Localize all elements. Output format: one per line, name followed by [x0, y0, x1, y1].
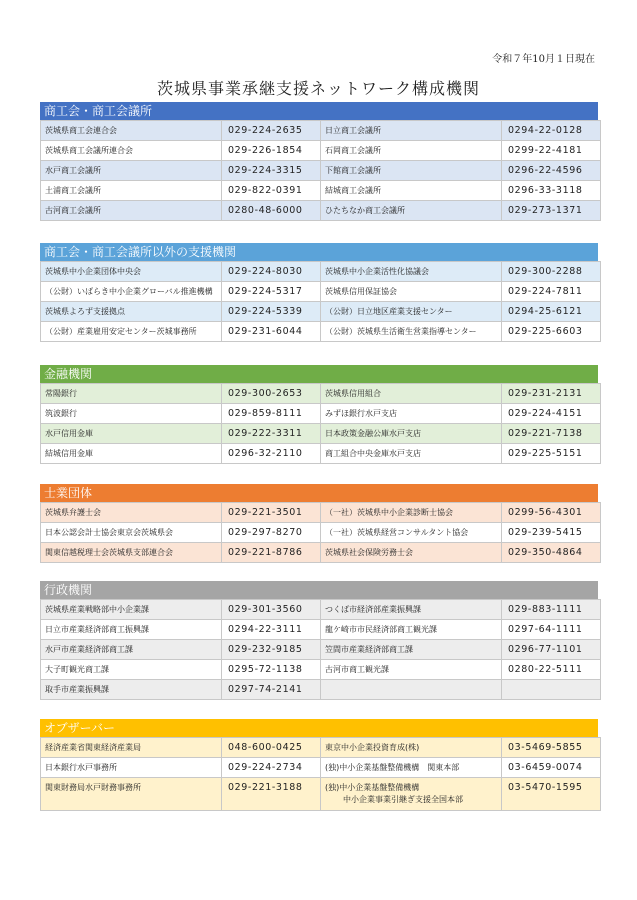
phone-number — [502, 680, 601, 700]
organization-name: 日立市産業経済部商工振興課 — [41, 620, 222, 640]
section-header: オブザーバー — [40, 719, 598, 737]
table-row — [41, 262, 601, 282]
section — [40, 102, 598, 221]
organization-name: 日立商工会議所 — [321, 121, 502, 141]
organization-name: 大子町観光商工課 — [41, 660, 222, 680]
phone-number: 03-5469-5855 — [502, 738, 601, 758]
table-row — [41, 680, 601, 700]
organization-name: 古河市商工観光課 — [321, 660, 502, 680]
phone-number: 029-300-2288 — [502, 262, 601, 282]
table-row — [41, 660, 601, 680]
organization-name: 商工組合中央金庫水戸支店 — [321, 444, 502, 464]
organization-name: 茨城県信用組合 — [321, 384, 502, 404]
section-header: 商工会・商工会議所 — [40, 102, 598, 120]
organization-name: 茨城県社会保険労務士会 — [321, 543, 502, 563]
phone-number: 029-300-2653 — [222, 384, 321, 404]
contact-table — [40, 383, 601, 464]
as-of-date: 令和７年10月１日現在 — [492, 54, 595, 65]
contact-table — [40, 599, 601, 700]
phone-number: 0296-33-3118 — [502, 181, 601, 201]
phone-number: 029-225-6603 — [502, 322, 601, 342]
table-row — [41, 181, 601, 201]
phone-number: 048-600-0425 — [222, 738, 321, 758]
table-row — [41, 404, 601, 424]
table-row — [41, 302, 601, 322]
contact-table — [40, 737, 601, 811]
contact-table — [40, 261, 601, 342]
organization-name: 茨城県弁護士会 — [41, 503, 222, 523]
organization-name: 土浦商工会議所 — [41, 181, 222, 201]
organization-name — [321, 680, 502, 700]
contact-table — [40, 502, 601, 563]
phone-number: 029-822-0391 — [222, 181, 321, 201]
phone-number: 029-859-8111 — [222, 404, 321, 424]
organization-name: ひたちなか商工会議所 — [321, 201, 502, 221]
organization-name: （公財）産業雇用安定センター茨城事務所 — [41, 322, 222, 342]
phone-number: 0297-64-1111 — [502, 620, 601, 640]
organization-name: 茨城県中小企業団体中央会 — [41, 262, 222, 282]
table-row — [41, 523, 601, 543]
organization-name: 日本銀行水戸事務所 — [41, 758, 222, 778]
organization-name: 茨城県商工会連合会 — [41, 121, 222, 141]
phone-number: 029-224-4151 — [502, 404, 601, 424]
table-row — [41, 424, 601, 444]
phone-number: 03-6459-0074 — [502, 758, 601, 778]
phone-number: 029-883-1111 — [502, 600, 601, 620]
phone-number: 029-221-8786 — [222, 543, 321, 563]
table-row — [41, 758, 601, 778]
organization-name: 結城信用金庫 — [41, 444, 222, 464]
section-header: 士業団体 — [40, 484, 598, 502]
phone-number: 0294-22-0128 — [502, 121, 601, 141]
phone-number: 029-226-1854 — [222, 141, 321, 161]
phone-number: 029-273-1371 — [502, 201, 601, 221]
organization-name: 東京中小企業投資育成(株) — [321, 738, 502, 758]
organization-name: 結城商工会議所 — [321, 181, 502, 201]
organization-name: （公財）いばらき中小企業グローバル推進機構 — [41, 282, 222, 302]
table-row — [41, 384, 601, 404]
phone-number: 029-222-3311 — [222, 424, 321, 444]
organization-name: 日本政策金融公庫水戸支店 — [321, 424, 502, 444]
organization-name: 龍ケ崎市市民経済部商工観光課 — [321, 620, 502, 640]
table-row — [41, 640, 601, 660]
contact-table — [40, 120, 601, 221]
organization-name: 茨城県産業戦略部中小企業課 — [41, 600, 222, 620]
organization-name: みずほ銀行水戸支店 — [321, 404, 502, 424]
phone-number: 029-221-7138 — [502, 424, 601, 444]
phone-number: 0296-77-1101 — [502, 640, 601, 660]
section — [40, 365, 598, 464]
section-header: 商工会・商工会議所以外の支援機関 — [40, 243, 598, 261]
table-row — [41, 161, 601, 181]
phone-number: 029-231-6044 — [222, 322, 321, 342]
organization-name: (独)中小企業基盤整備機構 中小企業事業引継ぎ支援全国本部 — [321, 778, 502, 811]
organization-name: 関東信越税理士会茨城県支部連合会 — [41, 543, 222, 563]
organization-name: 茨城県信用保証協会 — [321, 282, 502, 302]
phone-number: 029-224-2734 — [222, 758, 321, 778]
organization-name: 関東財務局水戸財務事務所 — [41, 778, 222, 811]
phone-number: 0296-32-2110 — [222, 444, 321, 464]
organization-name: 茨城県よろず支援拠点 — [41, 302, 222, 322]
organization-name: 古河商工会議所 — [41, 201, 222, 221]
phone-number: 029-224-5339 — [222, 302, 321, 322]
section — [40, 581, 598, 700]
phone-number: 029-221-3188 — [222, 778, 321, 811]
phone-number: 029-297-8270 — [222, 523, 321, 543]
section — [40, 719, 598, 811]
organization-name: （公財）茨城県生活衛生営業指導センター — [321, 322, 502, 342]
table-row — [41, 141, 601, 161]
table-row — [41, 738, 601, 758]
phone-number: 029-224-3315 — [222, 161, 321, 181]
phone-number: 029-221-3501 — [222, 503, 321, 523]
section-header: 行政機関 — [40, 581, 598, 599]
table-row — [41, 620, 601, 640]
organization-name: 常陽銀行 — [41, 384, 222, 404]
phone-number: 0297-74-2141 — [222, 680, 321, 700]
section — [40, 243, 598, 342]
phone-number: 0280-22-5111 — [502, 660, 601, 680]
phone-number: 0294-25-6121 — [502, 302, 601, 322]
table-row — [41, 600, 601, 620]
organization-name: 取手市産業振興課 — [41, 680, 222, 700]
phone-number: 029-224-5317 — [222, 282, 321, 302]
table-row — [41, 282, 601, 302]
phone-number: 0294-22-3111 — [222, 620, 321, 640]
phone-number: 0280-48-6000 — [222, 201, 321, 221]
organization-name: 水戸商工会議所 — [41, 161, 222, 181]
organization-name: （公財）日立地区産業支援センター — [321, 302, 502, 322]
section — [40, 484, 598, 563]
organization-name: 経済産業省関東経済産業局 — [41, 738, 222, 758]
phone-number: 029-231-2131 — [502, 384, 601, 404]
organization-name: （一社）茨城県経営コンサルタント協会 — [321, 523, 502, 543]
phone-number: 029-301-3560 — [222, 600, 321, 620]
organization-name: 下館商工会議所 — [321, 161, 502, 181]
organization-name: 笠間市産業経済部商工課 — [321, 640, 502, 660]
organization-name: 水戸信用金庫 — [41, 424, 222, 444]
phone-number: 0299-56-4301 — [502, 503, 601, 523]
organization-name: 石岡商工会議所 — [321, 141, 502, 161]
organization-name: 茨城県中小企業活性化協議会 — [321, 262, 502, 282]
phone-number: 029-239-5415 — [502, 523, 601, 543]
phone-number: 03-5470-1595 — [502, 778, 601, 811]
section-header: 金融機関 — [40, 365, 598, 383]
table-row — [41, 201, 601, 221]
phone-number: 0296-22-4596 — [502, 161, 601, 181]
phone-number: 029-224-8030 — [222, 262, 321, 282]
page-title: 茨城県事業承継支援ネットワーク構成機関 — [156, 79, 480, 98]
organization-name: (独)中小企業基盤整備機構 関東本部 — [321, 758, 502, 778]
table-row — [41, 543, 601, 563]
organization-name: （一社）茨城県中小企業診断士協会 — [321, 503, 502, 523]
organization-name: 筑波銀行 — [41, 404, 222, 424]
organization-subname: 中小企業事業引継ぎ支援全国本部 — [343, 795, 463, 804]
phone-number: 029-224-7811 — [502, 282, 601, 302]
phone-number: 029-350-4864 — [502, 543, 601, 563]
phone-number: 0295-72-1138 — [222, 660, 321, 680]
phone-number: 029-232-9185 — [222, 640, 321, 660]
organization-name: 水戸市産業経済部商工課 — [41, 640, 222, 660]
organization-name: 茨城県商工会議所連合会 — [41, 141, 222, 161]
phone-number: 029-224-2635 — [222, 121, 321, 141]
table-row — [41, 503, 601, 523]
phone-number: 029-225-5151 — [502, 444, 601, 464]
table-row — [41, 444, 601, 464]
organization-name: 日本公認会計士協会東京会茨城県会 — [41, 523, 222, 543]
table-row — [41, 778, 601, 811]
table-row — [41, 322, 601, 342]
table-row — [41, 121, 601, 141]
organization-name: つくば市経済部産業振興課 — [321, 600, 502, 620]
phone-number: 0299-22-4181 — [502, 141, 601, 161]
